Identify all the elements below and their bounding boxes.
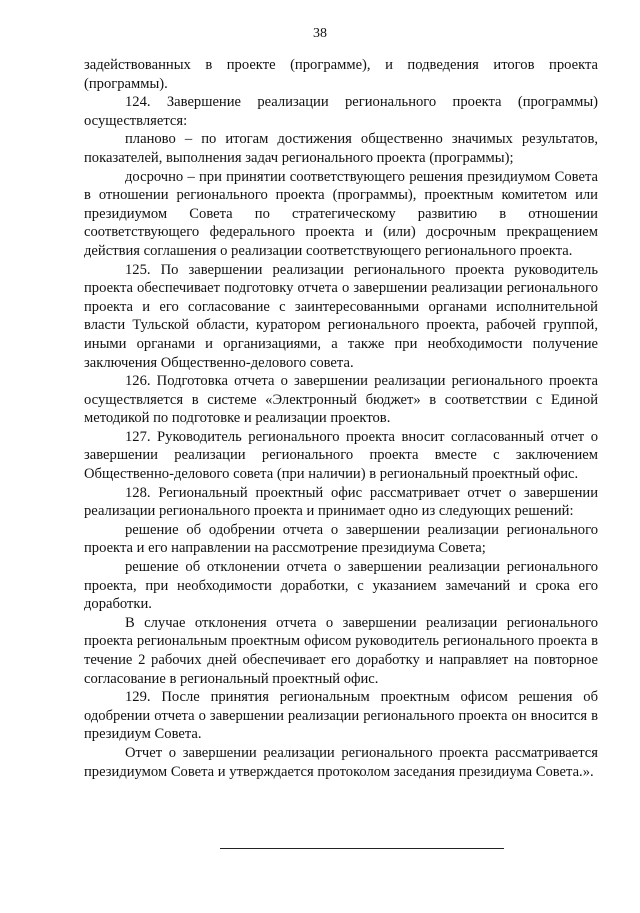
paragraph-128-rejection-case: В случае отклонения отчета о завершении реализации регионального проекта региональным проектным офисом руководитель регионального проекта в течение 2 рабочих дней обеспечивает его доработку и направляет на повторное согласование в региональный проектный офис. (84, 614, 598, 687)
end-of-text-rule (220, 848, 504, 849)
paragraph-129-report: Отчет о завершении реализации регионального проекта рассматривается президиумом Совета и утверждается протоколом заседания президиума Совета.». (84, 744, 598, 780)
paragraph-124: 124. Завершение реализации регионального проекта (программы) осуществляется: (84, 94, 598, 129)
paragraph-124-early: досрочно – при принятии соответствующего решения президиумом Совета в отношении регионального проекта (программы), проектным комитетом или президиумом Совета по стратегическому развитию в отношении соответствующего федерального проекта и (или) досрочным прекращением действия соглашения о реализации соответствующего регионального проекта. (84, 168, 598, 259)
paragraph-128: 128. Региональный проектный офис рассматривает отчет о завершении реализации регионального проекта и принимает одно из следующих решений: (84, 484, 598, 520)
paragraph-125: 125. По завершении реализации регионального проекта руководитель проекта обеспечивает подготовку отчета о завершении реализации регионального проекта и его согласование с заинтересованными органами исполнительной власти Тульской области, куратором регионального проекта, рабочей группой, иными органами и организациями, а также при необходимости получение заключения Общественно-делового совета. (84, 261, 598, 371)
paragraph-129: 129. После принятия региональным проектным офисом решения об одобрении отчета о завершении реализации регионального проекта он вносится в президиум Совета. (84, 689, 598, 743)
paragraph-128-approve: решение об одобрении отчета о завершении реализации регионального проекта и его направлении на рассмотрение президиума Совета; (84, 521, 598, 557)
paragraph-126: 126. Подготовка отчета о завершении реализации регионального проекта осуществляется в системе «Электронный бюджет» в соответствии с Единой методикой по подготовке и реализации проектов. (84, 373, 598, 427)
document-body (84, 56, 598, 781)
paragraph-124-planned: планово – по итогам достижения общественно значимых результатов, показателей, выполнения задач регионального проекта (программы); (84, 131, 598, 166)
paragraph-continuation: задействованных в проекте (программе), и подведения итогов проекта (программы). (84, 57, 598, 92)
paragraph-128-reject: решение об отклонении отчета о завершении реализации регионального проекта, при необходимости доработки, с указанием замечаний и срока его доработки. (84, 559, 598, 613)
paragraph-127: 127. Руководитель регионального проекта вносит согласованный отчет о завершении реализации регионального проекта вместе с заключением Общественно-делового совета (при наличии) в региональный проектный офис. (84, 428, 598, 483)
page-number: 38 (313, 26, 327, 41)
